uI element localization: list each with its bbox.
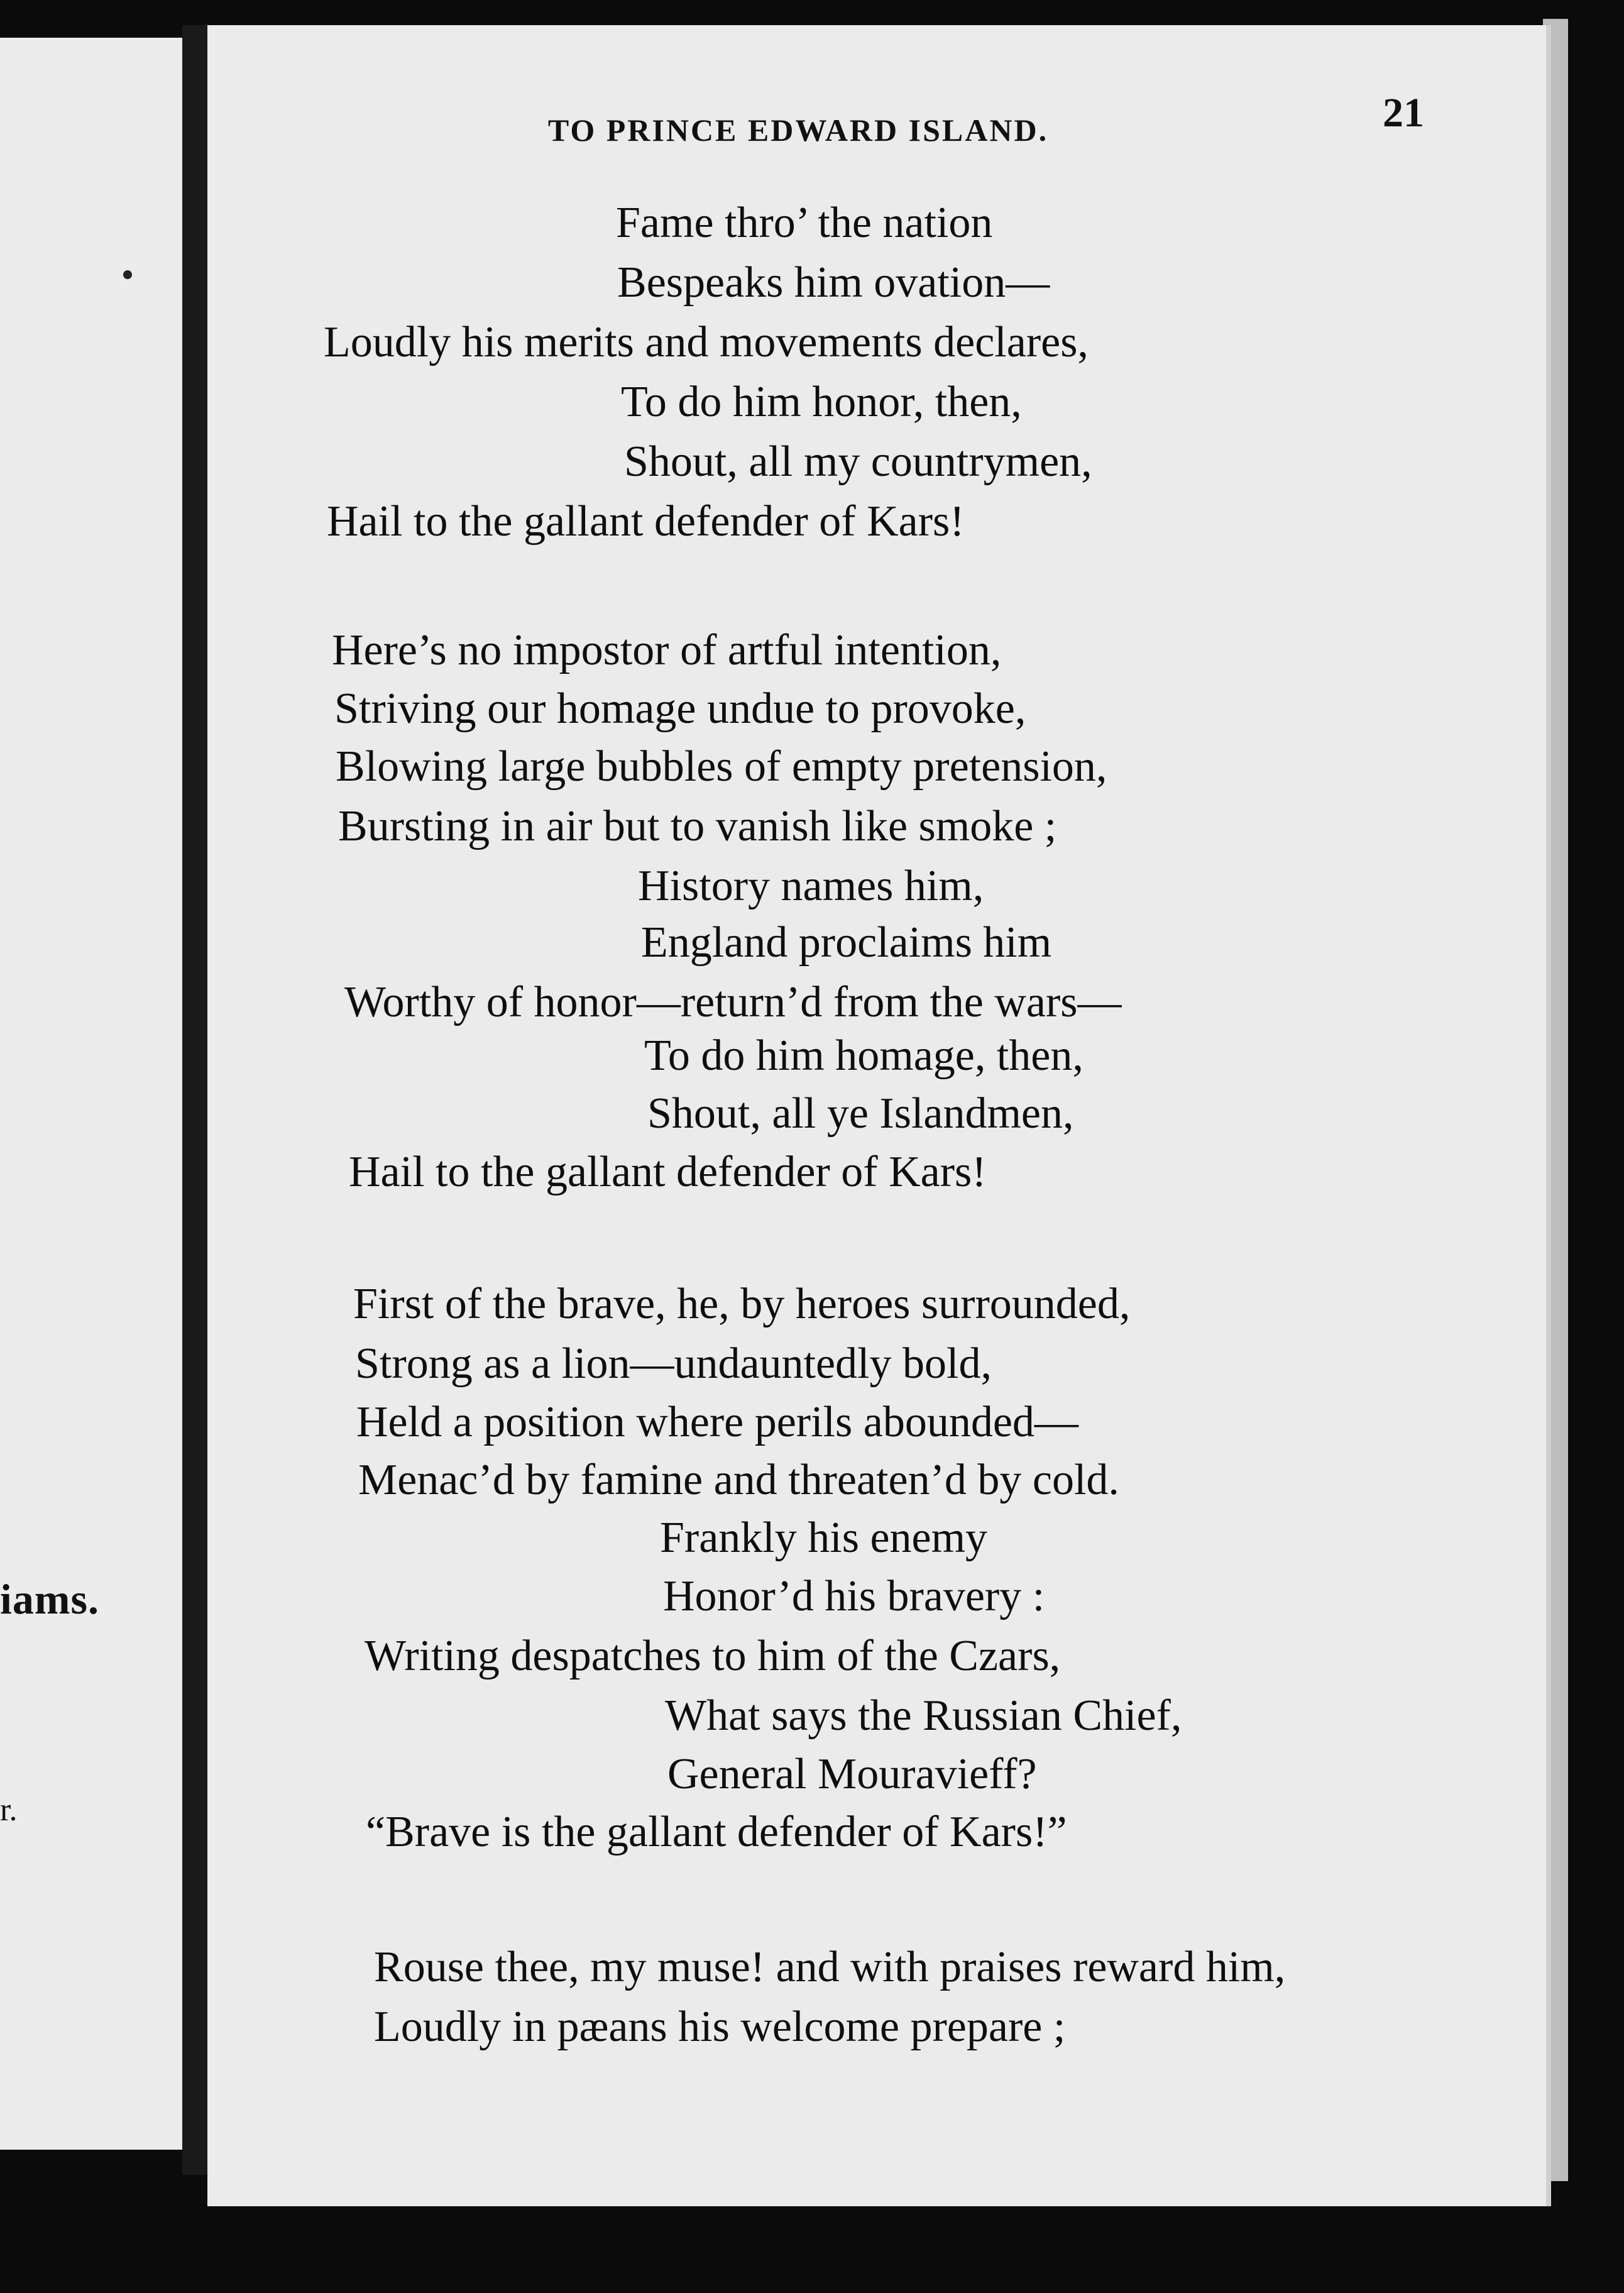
left-page-text-fragment: r. <box>0 1792 18 1828</box>
left-page-text-fragment: iams. <box>0 1575 99 1623</box>
ink-speck <box>123 270 132 279</box>
poem-line: Held a position where perils abounded— <box>356 1398 1078 1446</box>
poem-line: To do him homage, then, <box>644 1031 1084 1080</box>
poem-line: Shout, all my countrymen, <box>624 437 1092 486</box>
poem-line: Shout, all ye Islandmen, <box>647 1089 1074 1138</box>
poem-line: “Brave is the gallant defender of Kars!” <box>366 1808 1067 1856</box>
poem-line: England proclaims him <box>641 918 1052 967</box>
running-title: TO PRINCE EDWARD ISLAND. <box>547 113 1049 148</box>
poem-line: Here’s no impostor of artful intention, <box>332 626 1002 674</box>
poem-line: Loudly in pæans his welcome prepare ; <box>374 2003 1066 2051</box>
poem-line: Strong as a lion—undauntedly bold, <box>355 1339 992 1388</box>
poem-line: Writing despatches to him of the Czars, <box>365 1632 1061 1680</box>
poem-line: General Mouravieff? <box>667 1750 1037 1798</box>
poem-line: Loudly his merits and movements declares, <box>324 318 1089 366</box>
page-edge <box>1543 19 1568 2181</box>
poem-line: To do him honor, then, <box>621 378 1022 426</box>
poem-line: Honor’d his bravery : <box>663 1572 1045 1620</box>
poem-line: Blowing large bubbles of empty pretension, <box>336 742 1107 791</box>
poem-line: History names him, <box>638 862 984 910</box>
poem-line: Striving our homage undue to provoke, <box>334 685 1026 733</box>
page-number: 21 <box>1383 90 1424 136</box>
poem-line: Bursting in air but to vanish like smoke ; <box>338 802 1057 850</box>
poem-line: Hail to the gallant defender of Kars! <box>349 1148 987 1196</box>
poem-line: Worthy of honor—return’d from the wars— <box>344 978 1122 1026</box>
poem-line: Menac’d by famine and threaten’d by cold. <box>358 1456 1119 1504</box>
poem-line: First of the brave, he, by heroes surrounded, <box>353 1280 1131 1328</box>
poem-line: Fame thro’ the nation <box>616 199 993 247</box>
poem-line: Bespeaks him ovation— <box>617 258 1050 307</box>
poem-line: What says the Russian Chief, <box>665 1691 1182 1740</box>
poem-line: Rouse thee, my muse! and with praises reward him, <box>374 1943 1286 1991</box>
poem-line: Frankly his enemy <box>660 1514 988 1562</box>
poem-line: Hail to the gallant defender of Kars! <box>327 497 965 546</box>
left-page-fragment <box>0 38 189 2150</box>
